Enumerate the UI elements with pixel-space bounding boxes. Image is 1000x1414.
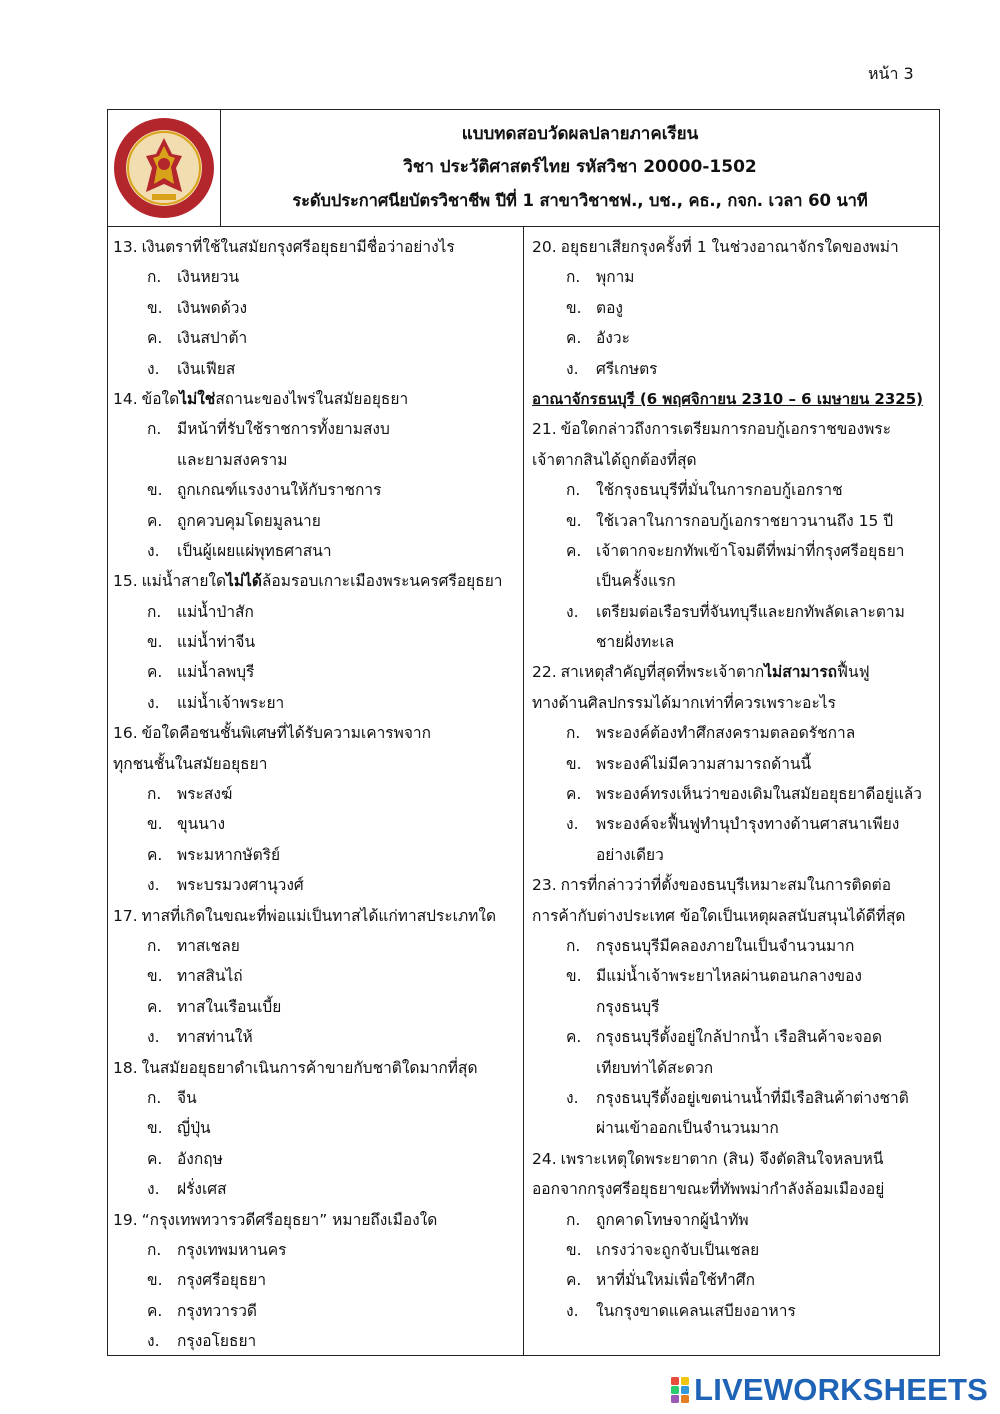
- question-continuation: ออกจากกรุงศรีอยุธยาขณะที่ทัพพม่ากำลังล้อมเมืองอยู่: [532, 1180, 885, 1199]
- option-letter: ข.: [147, 298, 163, 317]
- option[interactable]: [113, 1174, 521, 1204]
- option-letter: ข.: [147, 481, 163, 500]
- option[interactable]: [113, 1083, 521, 1113]
- option-letter: ง.: [147, 1180, 160, 1199]
- option-letter: ง.: [566, 815, 579, 834]
- option-text: กรุงทวารวดี: [177, 1301, 257, 1320]
- option[interactable]: [113, 354, 521, 384]
- option-text: ขุนนาง: [177, 815, 226, 834]
- header-line-2: วิชา ประวัติศาสตร์ไทย รหัสวิชา 20000-1502: [403, 157, 757, 177]
- question-22: [532, 657, 937, 687]
- question-text: ข้อใดคือชนชั้นพิเศษที่ได้รับความเคารพจาก: [141, 724, 431, 743]
- option-text: ศรีเกษตร: [596, 359, 658, 378]
- option-letter: ข.: [147, 633, 163, 652]
- option[interactable]: [113, 1296, 521, 1326]
- option-letter: ก.: [566, 936, 581, 955]
- option-letter: ง.: [566, 1088, 579, 1107]
- option-letter: ก.: [147, 1088, 162, 1107]
- option-letter: ข.: [147, 1271, 163, 1290]
- option[interactable]: [113, 870, 521, 900]
- option-text: ตองู: [596, 298, 623, 317]
- option-letter: ค.: [147, 1301, 163, 1320]
- option[interactable]: [532, 961, 937, 991]
- question-emphasis: ไม่ใช่: [179, 389, 216, 408]
- question-text: สถานะของไพร่ในสมัยอยุธยา: [215, 389, 409, 408]
- option-continuation: และยามสงคราม: [177, 450, 288, 469]
- section-heading-thonburi: อาณาจักรธนบุรี (6 พฤศจิกายน 2310 – 6 เมษายน 2325): [532, 389, 924, 408]
- option-text: ถูกคาดโทษจากผู้นำทัพ: [596, 1210, 749, 1229]
- option-text: แม่น้ำท่าจีน: [177, 633, 256, 652]
- option-text: เกรงว่าจะถูกจับเป็นเชลย: [596, 1240, 760, 1259]
- option-text: เงินหยวน: [177, 268, 240, 287]
- option[interactable]: [113, 1235, 521, 1265]
- option-letter: ค.: [147, 511, 163, 530]
- option-text: แม่น้ำเจ้าพระยา: [177, 693, 285, 712]
- option-text: พุกาม: [596, 268, 635, 287]
- option[interactable]: [532, 536, 937, 566]
- question-21: [532, 414, 937, 444]
- question-number: 14.: [113, 389, 138, 408]
- question-text: ข้อใด: [141, 389, 180, 408]
- option[interactable]: [532, 354, 937, 384]
- option-continuation: ผ่านเข้าออกเป็นจำนวนมาก: [596, 1119, 779, 1138]
- question-emphasis: ไม่ได้: [226, 572, 262, 591]
- question-17: [113, 901, 521, 931]
- option[interactable]: [113, 1326, 521, 1356]
- option-text: แม่น้ำป่าสัก: [177, 602, 254, 621]
- option-letter: ง.: [566, 1301, 579, 1320]
- option-text: อังวะ: [596, 329, 630, 348]
- question-number: 20.: [532, 238, 557, 256]
- option-letter: ค.: [147, 663, 163, 682]
- question-16: [113, 718, 521, 748]
- option[interactable]: [113, 293, 521, 323]
- column-divider: [523, 227, 524, 1355]
- option[interactable]: [532, 475, 937, 505]
- option-text: กรุงธนบุรีตั้งอยู่เขตน่านน้ำที่มีเรือสินค้าต่างชาติ: [596, 1088, 909, 1107]
- left-column: [113, 232, 521, 1356]
- option-text: เตรียมต่อเรือรบที่จันทบุรีและยกทัพลัดเลาะตาม: [596, 602, 905, 621]
- option-continuation: เทียบท่าได้สะดวก: [596, 1058, 714, 1077]
- question-continuation: ทุกชนชั้นในสมัยอยุธยา: [113, 754, 268, 773]
- option[interactable]: [113, 779, 521, 809]
- option-text: ถูกเกณฑ์แรงงานให้กับราชการ: [177, 481, 382, 500]
- option-letter: ข.: [147, 815, 163, 834]
- college-seal-icon: [112, 116, 216, 220]
- option-letter: ก.: [147, 1240, 162, 1259]
- option-continuation: เป็นครั้งแรก: [596, 572, 676, 591]
- option[interactable]: [532, 931, 937, 961]
- question-number: 16.: [113, 724, 138, 743]
- option[interactable]: [113, 1265, 521, 1295]
- option-letter: ข.: [566, 298, 582, 317]
- option-letter: ค.: [147, 1149, 163, 1168]
- question-text: “กรุงเทพทวารวดีศรีอยุธยา” หมายถึงเมืองใด: [141, 1210, 438, 1229]
- question-23: [532, 870, 937, 900]
- option[interactable]: [532, 506, 937, 536]
- option-letter: ก.: [147, 602, 162, 621]
- question-13: [113, 232, 521, 262]
- option[interactable]: [532, 718, 937, 748]
- option-text: จีน: [177, 1088, 197, 1107]
- option[interactable]: [113, 961, 521, 991]
- option[interactable]: [113, 506, 521, 536]
- option[interactable]: [113, 1144, 521, 1174]
- option[interactable]: [113, 657, 521, 687]
- question-15: [113, 566, 521, 596]
- question-number: 22.: [532, 663, 557, 682]
- header-line-3: ระดับประกาศนียบัตรวิชาชีพ ปีที่ 1 สาขาวิชาชฟ., บช., คธ., กจก. เวลา 60 นาที: [292, 191, 868, 210]
- option[interactable]: [532, 809, 937, 839]
- option-letter: ค.: [566, 1271, 582, 1290]
- option-letter: ก.: [566, 724, 581, 743]
- option-text: ฝรั่งเศส: [177, 1180, 227, 1199]
- option[interactable]: [532, 749, 937, 779]
- option-letter: ง.: [147, 876, 160, 895]
- right-column: [532, 232, 937, 1326]
- option-letter: ง.: [147, 1028, 160, 1047]
- question-14: [113, 384, 521, 414]
- option-letter: ง.: [147, 541, 160, 560]
- option-text: มีหน้าที่รับใช้ราชการทั้งยามสงบ: [177, 420, 390, 439]
- option-text: หาที่มั่นใหม่เพื่อใช้ทำศึก: [596, 1271, 756, 1290]
- option-letter: ข.: [147, 1119, 163, 1138]
- option-letter: ก.: [566, 481, 581, 500]
- option-letter: ค.: [147, 845, 163, 864]
- question-24: [532, 1144, 937, 1174]
- option-text: พระบรมวงศานุวงศ์: [177, 876, 304, 895]
- option[interactable]: [113, 688, 521, 718]
- option-text: มีแม่น้ำเจ้าพระยาไหลผ่านตอนกลางของ: [596, 967, 862, 986]
- question-number: 17.: [113, 906, 138, 925]
- option-text: พระมหากษัตริย์: [177, 845, 281, 864]
- option-text: ในกรุงขาดแคลนเสบียงอาหาร: [596, 1301, 796, 1320]
- header-title-block: [221, 118, 939, 217]
- option[interactable]: [113, 931, 521, 961]
- option-letter: ก.: [566, 268, 581, 287]
- option[interactable]: [532, 1296, 937, 1326]
- exam-sheet: [107, 109, 940, 1356]
- option-letter: ง.: [566, 602, 579, 621]
- option-letter: ข.: [147, 967, 163, 986]
- option[interactable]: [113, 809, 521, 839]
- option[interactable]: [532, 1265, 937, 1295]
- question-20: [532, 232, 937, 262]
- question-number: 24.: [532, 1149, 557, 1168]
- question-text: ทาสที่เกิดในขณะที่พ่อแม่เป็นทาสได้แก่ทาสประเภทใด: [141, 906, 497, 925]
- option-text: เจ้าตากจะยกทัพเข้าโจมตีที่พม่าที่กรุงศรีอยุธยา: [596, 541, 905, 560]
- option-letter: ข.: [566, 754, 582, 773]
- question-text: แม่น้ำสายใด: [141, 572, 227, 591]
- option-letter: ก.: [566, 1210, 581, 1229]
- question-18: [113, 1053, 521, 1083]
- question-number: 19.: [113, 1210, 138, 1229]
- option-letter: ข.: [566, 511, 582, 530]
- option-letter: ง.: [566, 359, 579, 378]
- option-letter: ค.: [566, 785, 582, 804]
- option-continuation: อย่างเดียว: [596, 845, 664, 864]
- option-continuation: กรุงธนบุรี: [596, 997, 660, 1016]
- option-text: พระองค์ต้องทำศึกสงครามตลอดรัชกาล: [596, 724, 856, 743]
- logo-cell: [108, 110, 221, 226]
- option[interactable]: [532, 1205, 937, 1235]
- option-text: กรุงธนบุรีมีคลองภายในเป็นจำนวนมาก: [596, 936, 855, 955]
- question-number: 13.: [113, 238, 138, 256]
- question-text: เงินตราที่ใช้ในสมัยกรุงศรีอยุธยามีชื่อว่าอย่างไร: [141, 238, 455, 256]
- option-letter: ก.: [147, 268, 162, 287]
- exam-header: [108, 110, 939, 227]
- option[interactable]: [113, 992, 521, 1022]
- liveworksheets-logo-icon: [670, 1376, 690, 1404]
- option-letter: ก.: [147, 785, 162, 804]
- option[interactable]: [113, 597, 521, 627]
- option-letter: ง.: [147, 359, 160, 378]
- question-text: ข้อใดกล่าวถึงการเตรียมการกอบกู้เอกราชของพระ: [560, 420, 892, 439]
- question-text: การที่กล่าวว่าที่ตั้งของธนบุรีเหมาะสมในการติดต่อ: [560, 876, 892, 895]
- option-text: กรุงธนบุรีตั้งอยู่ใกล้ปากน้ำ เรือสินค้าจะจอด: [596, 1028, 883, 1047]
- question-text: เพราะเหตุใดพระยาตาก (สิน) จึงตัดสินใจหลบหนี: [560, 1149, 884, 1168]
- question-continuation: การค้ากับต่างประเทศ ข้อใดเป็นเหตุผลสนับสนุนได้ดีที่สุด: [532, 906, 906, 925]
- option-text: กรุงอโยธยา: [177, 1332, 257, 1351]
- option-text: ใช้กรุงธนบุรีที่มั่นในการกอบกู้เอกราช: [596, 481, 843, 500]
- option[interactable]: [532, 262, 937, 292]
- option-letter: ข.: [566, 1240, 582, 1259]
- option[interactable]: [113, 475, 521, 505]
- option-text: ใช้เวลาในการกอบกู้เอกราชยาวนานถึง 15 ปี: [596, 511, 894, 530]
- option[interactable]: [113, 414, 521, 444]
- option-letter: ก.: [147, 420, 162, 439]
- option-text: เงินพดด้วง: [177, 298, 248, 317]
- option-text: อังกฤษ: [177, 1149, 223, 1168]
- option[interactable]: [532, 1022, 937, 1052]
- option-text: ทาสในเรือนเบี้ย: [177, 997, 282, 1016]
- option-text: แม่น้ำลพบุรี: [177, 663, 255, 682]
- option[interactable]: [532, 597, 937, 627]
- option[interactable]: [113, 1113, 521, 1143]
- option[interactable]: [113, 536, 521, 566]
- option-text: พระองค์จะฟื้นฟูทำนุบำรุงทางด้านศาสนาเพียง: [596, 815, 900, 834]
- option[interactable]: [532, 1083, 937, 1113]
- option-text: ทาสเชลย: [177, 936, 240, 955]
- option-letter: ข.: [566, 967, 582, 986]
- option-text: เงินสปาต้า: [177, 329, 248, 348]
- option-text: พระองค์ทรงเห็นว่าของเดิมในสมัยอยุธยาดีอยู่แล้ว: [596, 785, 923, 804]
- option-text: เงินเฟียส: [177, 359, 236, 378]
- option-text: พระสงฆ์: [177, 785, 233, 804]
- question-number: 18.: [113, 1058, 138, 1077]
- option-letter: ค.: [147, 329, 163, 348]
- option[interactable]: [113, 323, 521, 353]
- question-continuation: ทางด้านศิลปกรรมได้มากเท่าที่ควรเพราะอะไร: [532, 693, 836, 712]
- option[interactable]: [532, 293, 937, 323]
- option-text: กรุงเทพมหานคร: [177, 1240, 287, 1259]
- option-text: พระองค์ไม่มีความสามารถด้านนี้: [596, 754, 812, 773]
- question-text: ฟื้นฟู: [837, 663, 870, 682]
- question-number: 15.: [113, 572, 138, 591]
- option-text: ทาสสินไถ่: [177, 967, 243, 986]
- option-letter: ก.: [147, 936, 162, 955]
- question-text: อยุธยาเสียกรุงครั้งที่ 1 ในช่วงอาณาจักรใดของพม่า: [560, 238, 899, 256]
- option-letter: ค.: [147, 997, 163, 1016]
- question-emphasis: ไม่สามารถ: [764, 663, 838, 682]
- liveworksheets-watermark[interactable]: [670, 1370, 988, 1410]
- page-number: หน้า 3: [868, 64, 914, 83]
- option[interactable]: [532, 1235, 937, 1265]
- option-text: ทาสท่านให้: [177, 1028, 253, 1047]
- option-letter: ง.: [147, 693, 160, 712]
- header-line-1: แบบทดสอบวัดผลปลายภาคเรียน: [461, 124, 699, 144]
- question-text: สาเหตุสำคัญที่สุดที่พระเจ้าตาก: [560, 663, 765, 682]
- question-number: 21.: [532, 420, 557, 439]
- question-19: [113, 1205, 521, 1235]
- option[interactable]: [532, 779, 937, 809]
- option-letter: ค.: [566, 1028, 582, 1047]
- option-text: เป็นผู้เผยแผ่พุทธศาสนา: [177, 541, 332, 560]
- option[interactable]: [113, 1022, 521, 1052]
- option-text: ถูกควบคุมโดยมูลนาย: [177, 511, 321, 530]
- option-continuation: ชายฝั่งทะเล: [596, 633, 675, 652]
- question-number: 23.: [532, 876, 557, 895]
- option-text: ญี่ปุ่น: [177, 1119, 211, 1138]
- option[interactable]: [113, 840, 521, 870]
- option-text: กรุงศรีอยุธยา: [177, 1271, 267, 1290]
- option[interactable]: [113, 262, 521, 292]
- option[interactable]: [113, 627, 521, 657]
- option-letter: ค.: [566, 329, 582, 348]
- option-letter: ง.: [147, 1332, 160, 1351]
- question-text: ในสมัยอยุธยาดำเนินการค้าขายกับชาติใดมากที่สุด: [141, 1058, 478, 1077]
- option-letter: ค.: [566, 541, 582, 560]
- option[interactable]: [532, 323, 937, 353]
- watermark-text: LIVEWORKSHEETS: [694, 1372, 988, 1407]
- question-text: ล้อมรอบเกาะเมืองพระนครศรีอยุธยา: [261, 572, 503, 591]
- question-continuation: เจ้าตากสินได้ถูกต้องที่สุด: [532, 450, 697, 469]
